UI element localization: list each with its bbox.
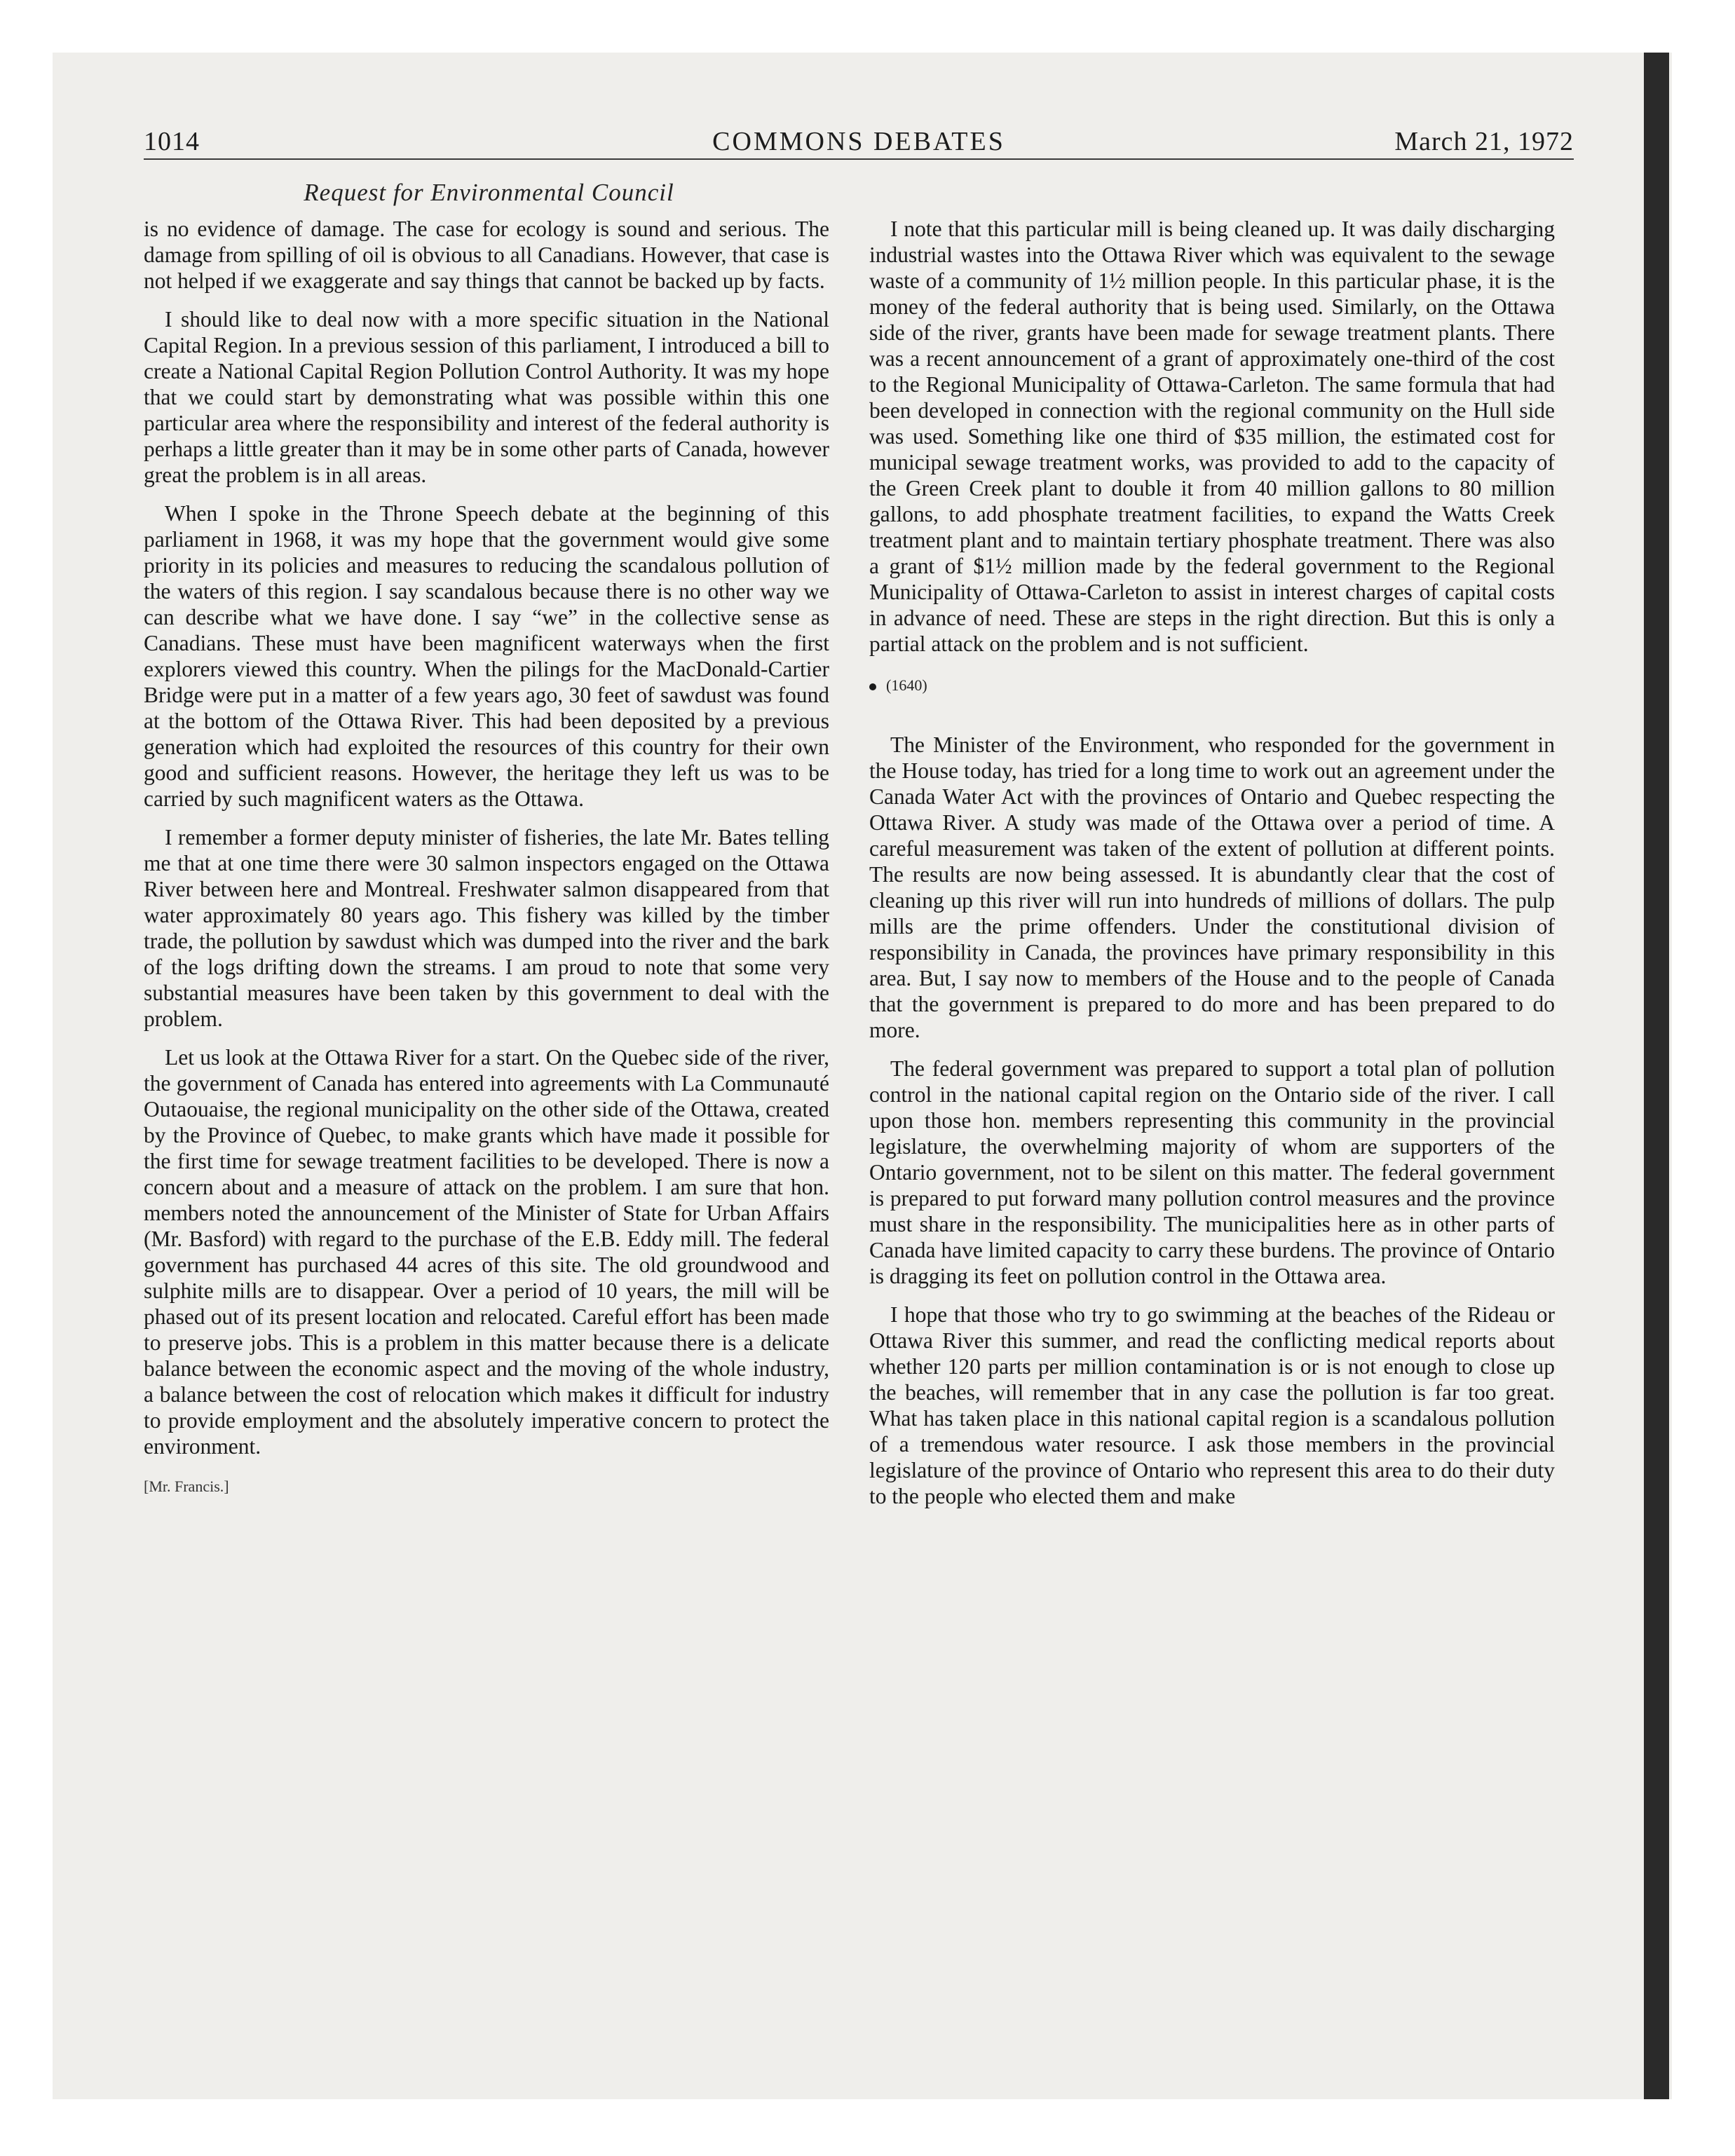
time-marker-label: (1640)	[886, 676, 927, 694]
publication-title: COMMONS DEBATES	[712, 127, 1005, 156]
paragraph: The Minister of the Environment, who responded for the government in the House today, has tried for a long time to work out an agreement under the Canada Water Act with the provinces of Ontario and Quebec respecting the Ottawa River. A study was made of the Ottawa over a period of time. A careful measurement was taken of the extent of pollution at different points. The results are now being assessed. It is abundantly clear that the cost of cleaning up this river will run into hundreds of millions of dollars. The pulp mills are the prime offenders. Under the constitutional division of responsibility in Canada, the provinces have primary responsibility in this area. But, I say now to members of the House and to the people of Canada that the government is prepared to do more and has been prepared to do more.	[869, 732, 1555, 1042]
paragraph: is no evidence of damage. The case for ecology is sound and serious. The damage from spilling of oil is obvious to all Canadians. However, that case is not helped if we exaggerate and say things that cannot be backed up by facts.	[144, 217, 829, 293]
page-number: 1014	[144, 127, 200, 156]
running-header	[144, 126, 1574, 161]
bullet-icon	[869, 683, 876, 690]
paragraph: Let us look at the Ottawa River for a start. On the Quebec side of the river, the government of Canada has entered into agreements with La Communauté Outaouaise, the regional municipality on the other side of the Ottawa, created by the Province of Quebec, to make grants which have made it possible for the first time for sewage treatment facilities to be developed. There is now a concern about and a measure of attack on the problem. I am sure that hon. members noted the announcement of the Minister of State for Urban Affairs (Mr. Basford) with regard to the purchase of the E.B. Eddy mill. The federal government has purchased 44 acres of this site. The old groundwood and sulphite mills are to disappear. Over a period of 10 years, the mill will be phased out of its present location and relocated. Careful effort has been made to preserve jobs. This is a problem in this matter because there is a delicate balance between the economic aspect and the moving of the whole industry, a balance between the cost of relocation which makes it difficult for industry to provide employment and the absolutely imperative concern to protect the environment.	[144, 1045, 829, 1459]
paragraph: I hope that those who try to go swimming at the beaches of the Rideau or Ottawa River this summer, and read the conflicting medical reports about whether 120 parts per million contamination is or is not enough to close up the beaches, will remember that in any case the pollution is far too great. What has taken place in this national capital region is a scandalous pollution of a tremendous water resource. I ask those members in the provincial legislature of the province of Ontario who represent this area to do their duty to the people who elected them and make	[869, 1302, 1555, 1508]
paragraph: The federal government was prepared to support a total plan of pollution control in the national capital region on the Ontario side of the river. I call upon those hon. members representing this community in the provincial legislature, the overwhelming majority of whom are supporters of the Ontario government, not to be silent on this matter. The federal government is prepared to put forward many pollution control measures and the province must share in the responsibility. The municipalities here as in other parts of Canada have limited capacity to carry these burdens. The province of Ontario is dragging its feet on pollution control in the Ottawa area.	[869, 1056, 1555, 1288]
left-column	[144, 216, 829, 1499]
paragraph: When I spoke in the Throne Speech debate at the beginning of this parliament in 1968, it was my hope that the government would give some priority in its policies and measures to reducing the scandalous pollution of the waters of this region. I say scandalous because there is no other way we can describe what we have done. I say “we” in the collective sense as Canadians. These must have been magnificent waterways when the first explorers viewed this country. When the pilings for the MacDonald-Cartier Bridge were put in a matter of a few years ago, 30 feet of sawdust was found at the bottom of the Ottawa River. This had been deposited by a previous generation which had exploited the resources of this country for their own good and sufficient reasons. However, the heritage they left us was to be carried by such magnificent waters as the Ottawa.	[144, 501, 829, 811]
paragraph: I note that this particular mill is being cleaned up. It was daily discharging industrial wastes into the Ottawa River which was equivalent to the sewage waste of a community of 1½ million people. In this particular phase, it is the money of the federal authority that is being used. Similarly, on the Ottawa side of the river, grants have been made for sewage treatment plants. There was a recent announcement of a grant of approximately one-third of the cost to the Regional Municipality of Ottawa-Carleton. The same formula that had been developed in connection with the regional community on the Hull side was used. Something like one third of $35 million, the estimated cost for municipal sewage treatment works, was provided to add to the capacity of the Green Creek plant to double it from 40 million gallons to 80 million gallons, to add phosphate treatment facilities, to expand the Watts Creek treatment plant and to maintain tertiary phosphate treatment. There was also a grant of $1½ million made by the federal government to the Regional Municipality of Ottawa-Carleton to assist in interest charges of capital costs in advance of need. These are steps in the right direction. But this is only a partial attack on the problem and is not sufficient.	[869, 217, 1555, 656]
section-subheading: Request for Environmental Council	[304, 179, 674, 206]
time-marker	[869, 672, 1555, 698]
header-date: March 21, 1972	[1394, 127, 1574, 156]
right-column	[869, 216, 1555, 1522]
scan-edge-shadow	[1644, 53, 1669, 2099]
header-rule	[144, 158, 1574, 160]
paragraph: I should like to deal now with a more specific situation in the National Capital Region. In a previous session of this parliament, I introduced a bill to create a National Capital Region Pollution Control Authority. It was my hope that we could start by demonstrating what was possible within this one particular area where the responsibility and interest of the federal authority is perhaps a little greater than it may be in some other parts of Canada, however great the problem is in all areas.	[144, 307, 829, 487]
speaker-attribution: [Mr. Francis.]	[144, 1478, 229, 1495]
paragraph: I remember a former deputy minister of fisheries, the late Mr. Bates telling me that at one time there were 30 salmon inspectors engaged on the Ottawa River between here and Montreal. Freshwater salmon disappeared from that water approximately 80 years ago. This fishery was killed by the timber trade, the pollution by sawdust which was dumped into the river and the bark of the logs drifting down the streams. I am proud to note that some very substantial measures have been taken by this government to deal with the problem.	[144, 825, 829, 1031]
